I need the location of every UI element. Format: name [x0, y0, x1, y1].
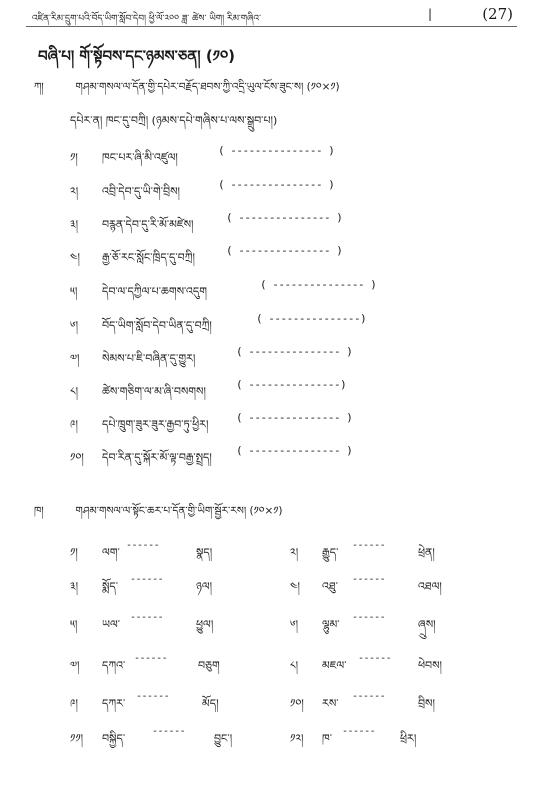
pair-blank[interactable]: ------: [342, 726, 376, 737]
section-ka-instruction: གཤམ་གསལ་ལ་དོན་གྱི་དཔེར་བརྗོད་ཐབས་ཀྱི་འདྲི་ཡུལ་ངོས་ཟུང་ས། (༡༠×༡): [75, 81, 340, 93]
item-text: དེབ་ལ་དཀྱིལ་པ་ཆགས་འདུག: [102, 285, 208, 298]
pair-first-syllable: དཀའ་: [102, 659, 126, 672]
pair-first-syllable: རས་: [322, 697, 339, 710]
answer-blank[interactable]: ( --------------- ): [236, 444, 353, 457]
item-text: ཁང་པར་ཞི་མི་འཛུལ།: [102, 151, 178, 164]
pair-second-syllable: ཞྲུས།: [418, 618, 436, 631]
pair-second-syllable: ཕྲེན།: [418, 546, 435, 559]
pair-number: ༡།: [70, 546, 78, 559]
pair-second-syllable: ཕྲིར།: [400, 732, 417, 745]
section-kha-heading: [34, 500, 282, 529]
section-kha-mark: ཁ།: [34, 505, 44, 517]
item-text: སེམས་པ་ཇི་བཞིན་དུ་གྱུར།: [102, 352, 196, 365]
pair-blank[interactable]: ------: [136, 691, 170, 702]
pair-second-syllable: ཕེབས།: [418, 659, 442, 672]
item-number: ༣།: [70, 218, 79, 231]
answer-blank[interactable]: ( --------------- ): [260, 278, 377, 291]
pair-first-syllable: ཁ་: [322, 732, 333, 745]
header-separator: |: [428, 7, 433, 21]
answer-blank[interactable]: ( --------------- ): [236, 345, 353, 358]
pair-second-syllable: འཐལ།: [418, 580, 442, 593]
section-kha-instruction: གཤམ་གསལ་ལ་སྟོང་ཆར་པ་དོན་གྱི་ཡིག་སྦྱོར་རས། (༡༠×༡): [75, 505, 283, 517]
pair-number: ༡༠།: [290, 697, 304, 710]
pair-number: ༡༢།: [290, 732, 304, 745]
pair-second-syllable: སྣད།: [196, 546, 213, 559]
answer-blank[interactable]: ( --------------- ): [236, 411, 353, 424]
answer-blank[interactable]: ( --------------- ): [218, 178, 335, 191]
pair-blank[interactable]: ------: [358, 653, 392, 664]
pair-number: ༣།: [70, 580, 79, 593]
pair-blank[interactable]: ------: [352, 691, 386, 702]
pair-blank[interactable]: ------: [130, 574, 164, 585]
item-number: ༡།: [70, 151, 78, 164]
item-text: དེབ་རིན་དུ་སྐོར་མོ་ལྟ་བརྒྱ་སྤྲད།: [102, 451, 212, 464]
pair-second-syllable: མོད།: [202, 697, 219, 710]
item-text: ཚེས་གཅིག་ལ་མ་ཞི་བསགས།: [102, 385, 206, 398]
pair-first-syllable: སྨོད་: [102, 580, 119, 593]
pair-number: ༩།: [70, 697, 78, 710]
answer-blank[interactable]: ( --------------- ): [218, 144, 335, 157]
pair-number: ༦།: [290, 618, 299, 631]
pair-second-syllable: བཅུག: [198, 659, 220, 672]
answer-blank[interactable]: ( ---------------): [256, 312, 367, 325]
running-header: འཛིན་རིམ་དྲུག་པའི་བོད་ཡིག་སློབ་དེབ། ཕྱི་ལོ་༢༠༠ ཟླ་ ཚེས་ ཡིག། རིམ་གཞིའ་: [32, 14, 261, 24]
item-number: ༡༠།: [70, 451, 84, 464]
lesson-title: བཞི་པ། གོ་སྟོབས་དང་ཉམས་ཅན། (༡༠): [38, 47, 236, 65]
pair-blank[interactable]: ------: [134, 653, 168, 664]
pair-first-syllable: ལག་: [102, 546, 120, 559]
item-number: ༤།: [70, 251, 80, 264]
pair-first-syllable: རྒྱུད་: [322, 546, 339, 559]
item-number: ༨།: [70, 385, 79, 398]
item-number: ༥།: [70, 285, 78, 298]
item-text: རྒྱ་ཅོ་རང་སློང་ཁྲིད་དུ་བཀྲི།: [102, 251, 195, 264]
section-ka-example: དཔེར་ན། ཁང་དུ་བཀྲི། (ཉམས་དཔེ་གཞིས་པ་ལས་སྒྲུབ་པ།): [70, 114, 278, 127]
item-number: ༢།: [70, 185, 79, 198]
answer-blank[interactable]: ( --------------- ): [226, 211, 343, 224]
pair-second-syllable: བྱུང་།: [214, 732, 233, 745]
pair-number: ༢།: [290, 546, 299, 559]
pair-number: ༤།: [290, 580, 300, 593]
pair-number: ༨།: [290, 659, 299, 672]
item-text: དཔེ་ཁྲུག་ཟུར་ཟུར་རྒྱབ་ཏུ་ཕྱིར།: [102, 418, 209, 431]
pair-first-syllable: འཐུ་: [322, 580, 338, 593]
item-number: ༩།: [70, 418, 78, 431]
pair-first-syllable: བསྐྱིད་: [102, 732, 126, 745]
item-text: འབྲི་དེབ་དུ་ཡི་གེ་བྲིས།: [102, 185, 180, 198]
pair-number: ༡༡།: [70, 732, 84, 745]
pair-second-syllable: ཕྱུལ།: [196, 618, 214, 631]
page-header: [26, 4, 517, 27]
pair-first-syllable: ལྷུམ་: [322, 618, 340, 631]
pair-first-syllable: ཡལ་: [102, 618, 121, 631]
section-ka-mark: ཀ།: [34, 81, 44, 93]
pair-second-syllable: ཉལ།: [196, 580, 213, 593]
pair-number: ༥།: [70, 618, 78, 631]
pair-blank[interactable]: ------: [126, 540, 160, 551]
pair-first-syllable: དཀར་: [102, 697, 126, 710]
item-text: བོད་ཡིག་སློབ་དེབ་ཡིན་དུ་བཀྲི།: [102, 319, 212, 332]
pair-second-syllable: བྲིས།: [418, 697, 435, 710]
page-number: (27): [482, 5, 513, 23]
pair-first-syllable: མཇལ་: [322, 659, 347, 672]
pair-blank[interactable]: ------: [352, 574, 386, 585]
section-ka-heading: [34, 76, 340, 105]
pair-number: ༧།: [70, 659, 80, 672]
answer-blank[interactable]: ( ---------------): [236, 378, 347, 391]
item-number: ༦།: [70, 319, 79, 332]
pair-blank[interactable]: ------: [352, 540, 386, 551]
pair-blank[interactable]: ------: [152, 726, 186, 737]
answer-blank[interactable]: ( --------------- ): [226, 244, 343, 257]
item-text: བརྙན་དེབ་དུ་རི་མོ་མཛེས།: [102, 218, 194, 231]
pair-blank[interactable]: ------: [352, 612, 386, 623]
item-number: ༧།: [70, 352, 80, 365]
pair-blank[interactable]: ------: [130, 612, 164, 623]
